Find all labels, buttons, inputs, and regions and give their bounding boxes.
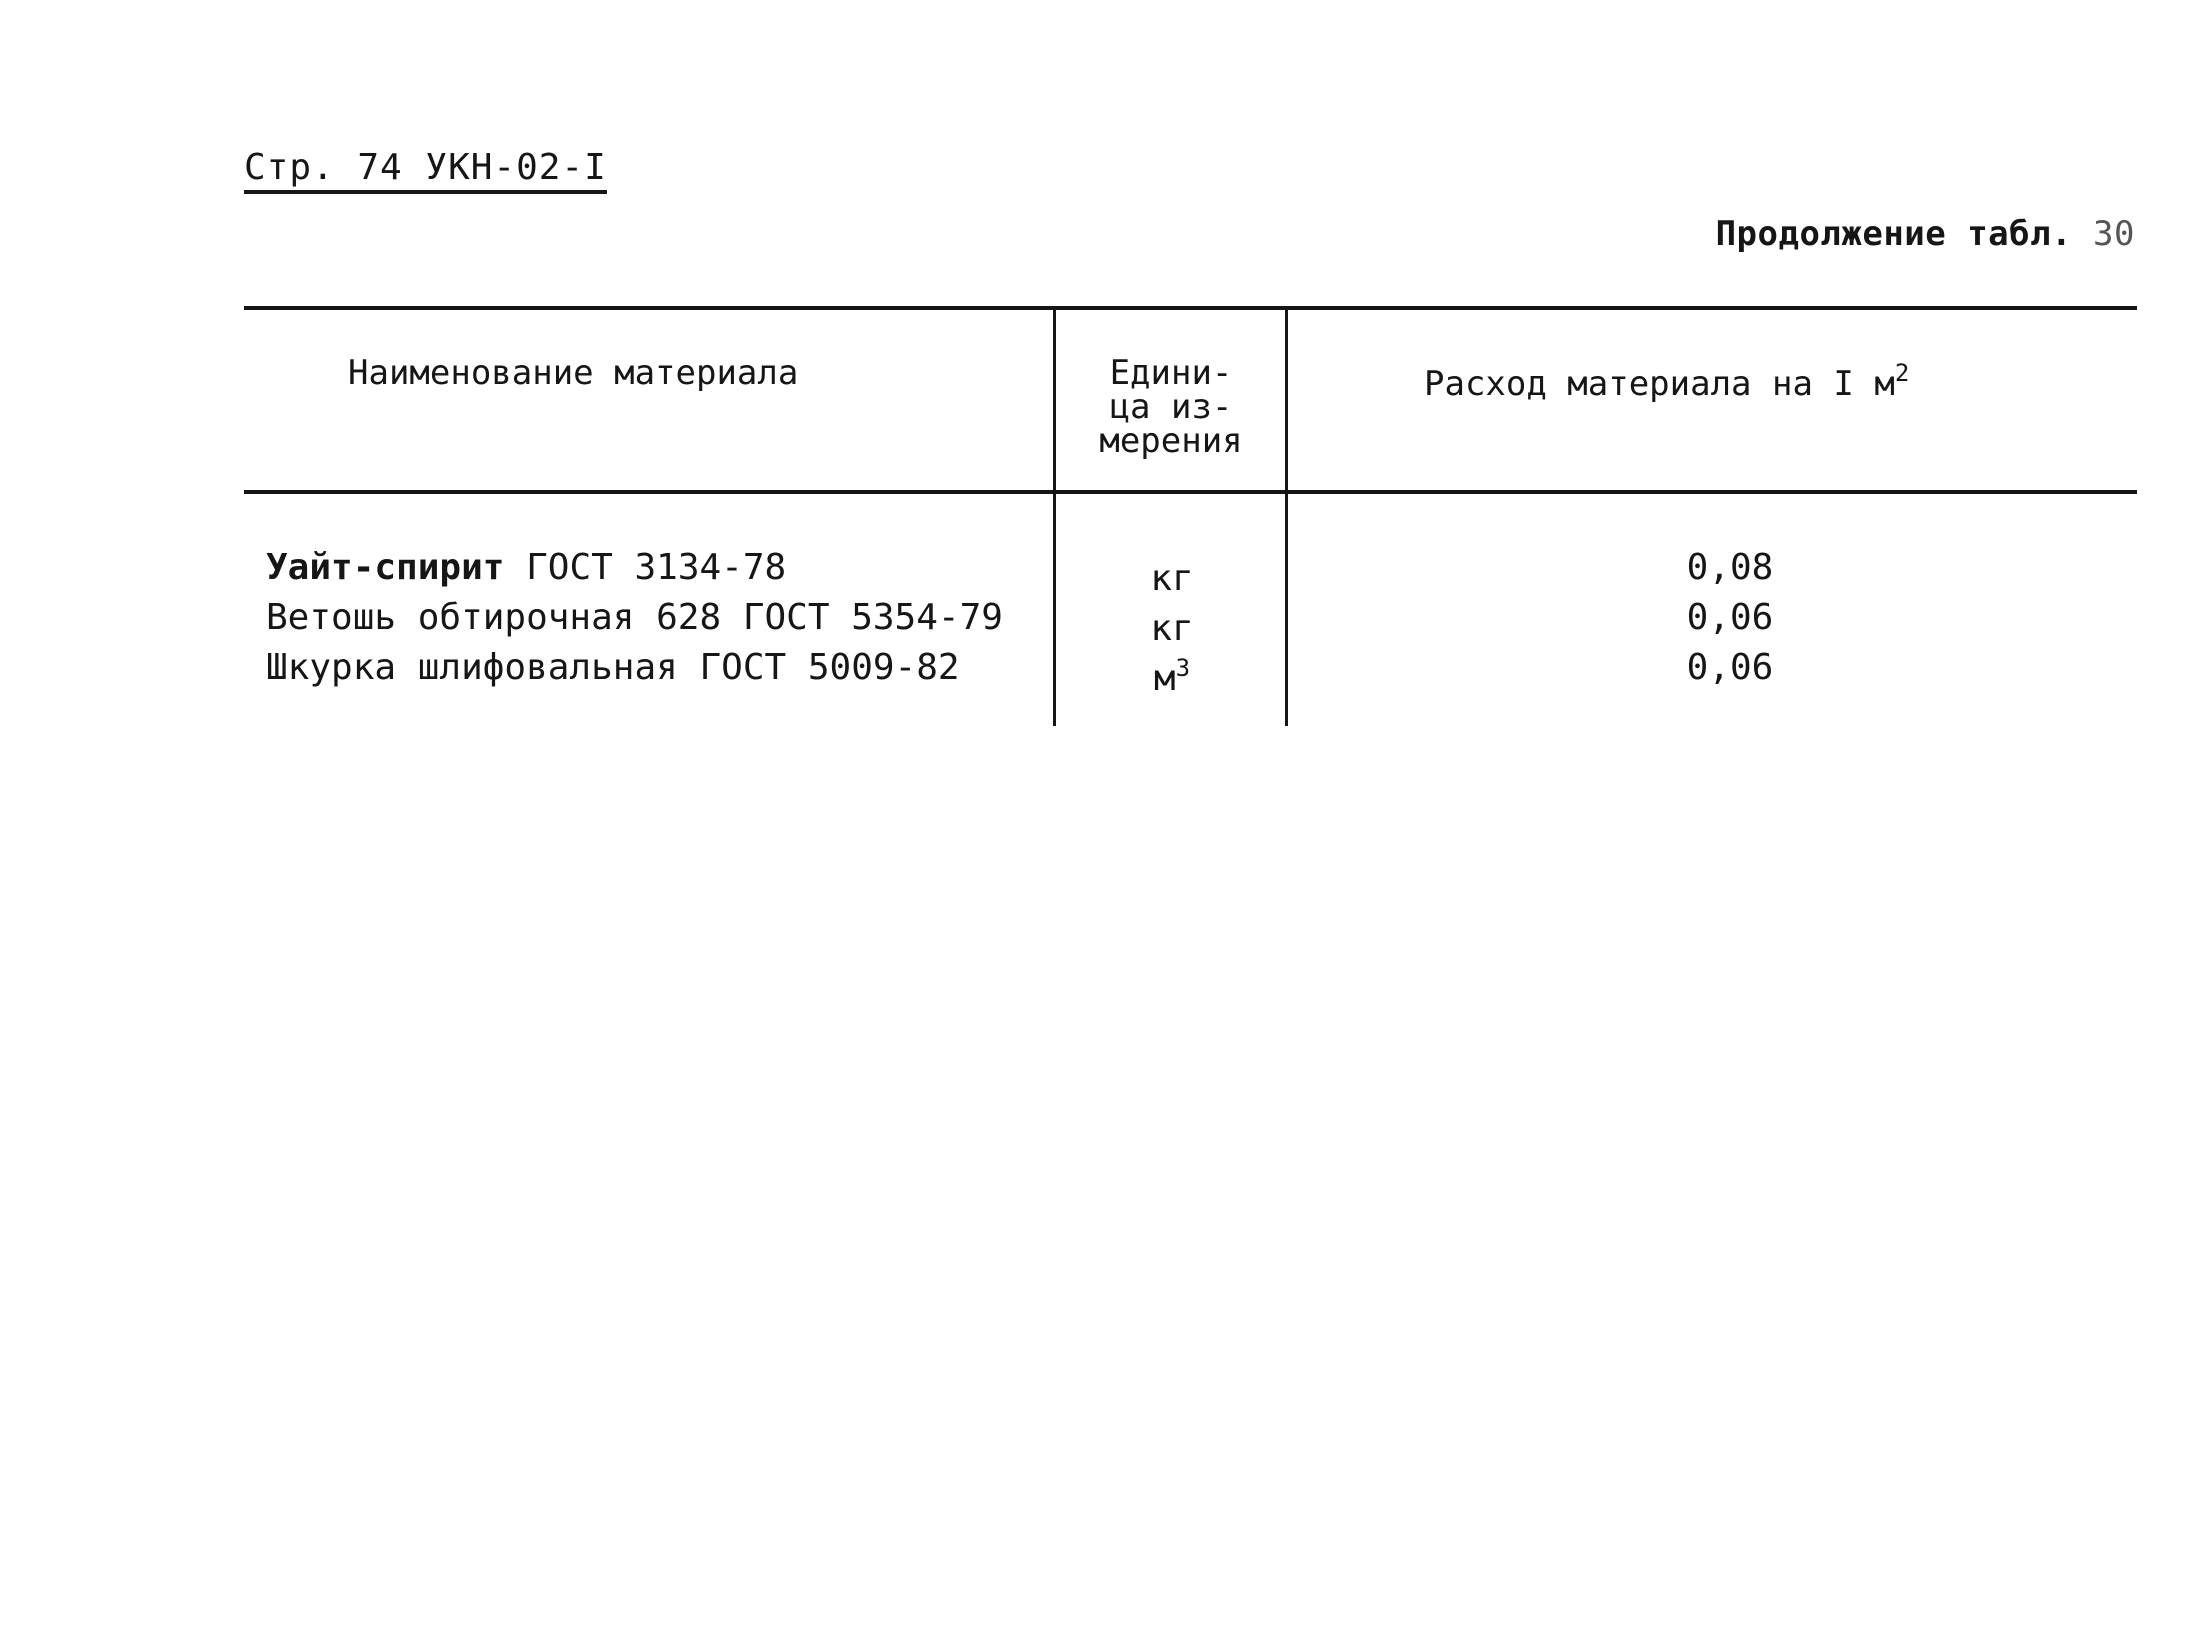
unit-text: кг: [1150, 608, 1194, 649]
material-rate: 0,06: [1686, 597, 1774, 638]
table-header-rule: [244, 490, 2137, 494]
table-row: [0, 593, 2193, 649]
material-rate: 0,06: [1686, 647, 1774, 688]
unit-superscript: 3: [1175, 654, 1191, 682]
table-row: [0, 643, 2193, 699]
unit-text: м: [1153, 658, 1176, 699]
material-name: [266, 643, 960, 693]
material-name: [266, 543, 786, 593]
column-header-rate: [1424, 356, 1910, 404]
table-top-rule: [244, 306, 2137, 310]
table-number: 30: [2093, 214, 2135, 254]
column-header-name: Наименование материала: [348, 353, 799, 393]
material-rate: 0,08: [1686, 547, 1774, 588]
material-name-bold: Уайт-спирит: [266, 547, 505, 588]
unit-text: кг: [1150, 558, 1194, 599]
material-name-rest: Шкурка шлифовальная ГОСТ 5009-82: [266, 647, 960, 688]
rate-header-text: Расход материала на I м: [1424, 364, 1895, 404]
material-name-rest: Ветошь обтирочная 628 ГОСТ 5354-79: [266, 597, 1003, 638]
rate-header-superscript: 2: [1894, 359, 1910, 387]
material-name-rest: ГОСТ 3134-78: [504, 547, 787, 588]
page-reference: Стр. 74 УКН-02-I: [244, 146, 607, 194]
material-unit: [1056, 643, 1288, 704]
column-header-unit: Едини- ца из- мерения: [1099, 353, 1243, 461]
continuation-text: Продолжение табл.: [1715, 214, 2073, 254]
material-name: [266, 593, 1003, 643]
table-continuation-label: [1716, 214, 2135, 254]
table-row: [0, 543, 2193, 599]
